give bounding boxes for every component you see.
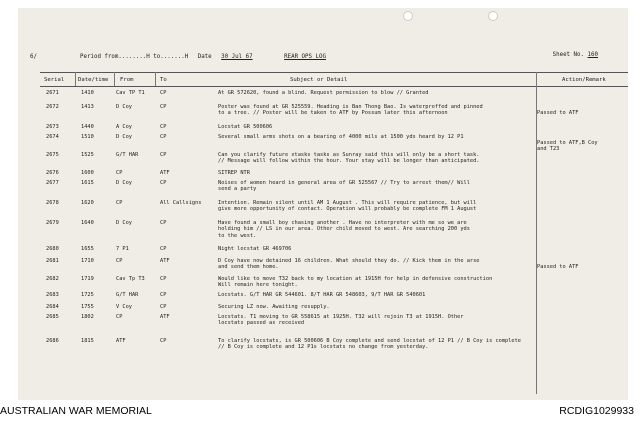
to-cell: ATF [160,314,170,320]
from-cell: A Coy [116,124,132,130]
col-divider [155,72,156,86]
from-cell: G/T HAR [116,292,139,298]
subject-line: Locstats. G/T HAR GR 544601. 8/T HAR GR 548603, 9/T HAR GR 540601 [218,292,426,298]
action-divider [536,72,537,394]
to-cell: CP [160,90,167,96]
serial-cell: 2675 [46,152,59,158]
subject-line: Noises of women heard in general area of GR 525567 // Try to arrest them// Will [218,180,470,186]
action-remark: and T23 [537,146,560,153]
col-from: From [120,77,134,83]
subject-line: Would like to move T32 back to my location at 1915H for help in defensive construction [218,276,493,282]
footer-id: RCDIG1029933 [559,405,634,417]
to-cell: ATF [160,170,170,176]
serial-cell: 2678 [46,200,59,206]
col-serial: Serial [44,77,65,83]
header-rule-bottom [40,86,628,87]
from-cell: CP [116,170,123,176]
dtg-cell: 1600 [81,170,94,176]
to-cell: All Callsigns [160,200,202,206]
col-subject: Subject or Detail [290,77,348,83]
to-cell: CP [160,152,167,158]
dtg-cell: 1655 [81,246,94,252]
subject-line: Intention. Remain silent until AM 1 August . This will require patience, but will [218,200,477,206]
serial-cell: 2686 [46,338,59,344]
sheet-value: 160 [587,52,598,58]
subject-line: Securing LZ now. Awaiting resupply. [218,304,330,310]
subject-line: At GR 572620, found a blind. Request permission to blow // Granted [218,90,429,96]
header-rule-top [40,72,628,73]
footer-source: AUSTRALIAN WAR MEMORIAL [0,405,152,417]
dtg-cell: 1510 [81,134,94,140]
from-cell: Cav Tp T3 [116,276,145,282]
subject-line: D Coy have now detained 16 children. What should they do. // Kick them in the arse [218,258,480,264]
serial-cell: 2679 [46,220,59,226]
from-cell: CP [116,258,123,264]
from-cell: D Coy [116,134,132,140]
subject-line: holding him // LS in our area. Other child moved to west. Are searching 200 yds [218,226,470,233]
period-from: Period from........H to.......H [80,54,189,60]
dtg-cell: 1413 [81,104,94,110]
col-to: To [160,77,167,83]
serial-cell: 2673 [46,124,59,130]
subject-line: Locstats. T1 moving to GR 558615 at 1925H. T32 will rejoin T3 at 1915H. Other [218,314,464,320]
subject-line: Can you clarify future xtasks tasks as Sunray said this will only be a short task. [218,152,480,158]
sheet-label: Sheet No. [552,52,585,58]
from-cell: D Coy [116,180,132,186]
dtg-cell: 1620 [81,200,94,206]
to-cell: CP [160,124,167,130]
log-sheet [18,8,628,400]
from-cell: CP [116,200,123,206]
subject-line: Several small arms shots on a bearing of 4000 mils at 1500 yds heard by 12 P1 [218,134,464,140]
from-cell: V Coy [116,304,132,310]
dtg-cell: 1725 [81,292,94,298]
from-cell: G/T HAR [116,152,139,158]
serial-cell: 2680 [46,246,59,252]
subject-line: give more opportunity of contact. Operation will probably be complete FM 1 August [218,206,477,213]
action-remark: Passed to ATF [537,110,579,116]
action-remark: Passed to ATF,B Coy [537,140,598,146]
date-label: Date [197,54,212,60]
serial-cell: 2674 [46,134,59,140]
serial-cell: 2671 [46,90,59,96]
dtg-cell: 1640 [81,220,94,226]
punch-hole [403,11,413,21]
from-cell: D Coy [116,104,132,110]
log-title: REAR OPS LOG [284,54,326,60]
subject-line: SITREP NTR [218,170,250,176]
subject-line: locstats passed as received [218,320,305,327]
subject-line: To clarify locstats, is GR 500606 B Coy complete and send locstat of 12 P1 // B Coy is complete [218,338,521,344]
subject-line: Night locstat GR 469706 [218,246,292,252]
serial-cell: 2672 [46,104,59,110]
to-cell: CP [160,276,167,282]
to-cell: ATF [160,258,170,264]
subject-line: to the west. [218,232,257,239]
subject-line: // Message will follow within the hour. Your stay will be longer than anticipated. [218,158,480,165]
dtg-cell: 1525 [81,152,94,158]
subject-line: Poster was found at GR 525559. Heading is Ban Thong Bao. Is waterproffed and pinned [218,104,483,110]
serial-cell: 2685 [46,314,59,320]
serial-cell: 2677 [46,180,59,186]
subject-line: send a party [218,186,257,193]
dtg-cell: 1440 [81,124,94,130]
from-cell: CP [116,314,123,320]
col-divider [75,72,76,86]
serial-cell: 2681 [46,258,59,264]
dtg-cell: 1615 [81,180,94,186]
col-divider [114,72,115,86]
to-cell: CP [160,292,167,298]
date-value: 30 Jul 67 [221,54,253,60]
to-cell: CP [160,338,167,344]
dtg-cell: 1410 [81,90,94,96]
col-action: Action/Remark [562,77,606,83]
subject-line: // B Coy is complete and 12 P1s locstats no change from yesterday. [218,344,429,351]
to-cell: CP [160,246,167,252]
dtg-cell: 1802 [81,314,94,320]
to-cell: CP [160,104,167,110]
dtg-cell: 1719 [81,276,94,282]
serial-cell: 2682 [46,276,59,282]
punch-hole [488,11,498,21]
subject-line: Have found a small boy chasing another . Have no interpreter with me so we are [218,220,467,226]
serial-cell: 2683 [46,292,59,298]
from-cell: D Coy [116,220,132,226]
from-cell: 7 P1 [116,246,129,252]
to-cell: CP [160,220,167,226]
log-header [30,54,332,60]
col-dtg: Date/time [78,77,109,83]
serial-cell: 2676 [46,170,59,176]
sheet-number [553,52,598,58]
dtg-cell: 1755 [81,304,94,310]
subject-line: to a tree. // Poster will be taken to ATF by Possum later this afternoon [218,110,448,117]
subject-line: Will remain here tonight. [218,282,298,289]
to-cell: CP [160,180,167,186]
to-cell: CP [160,134,167,140]
action-remark: Passed to ATF [537,264,579,270]
from-cell: Cav TP T1 [116,90,145,96]
dtg-cell: 1710 [81,258,94,264]
dtg-cell: 1815 [81,338,94,344]
serial-cell: 2684 [46,304,59,310]
to-cell: CP [160,304,167,310]
subject-line: Locstat GR 500606 [218,124,273,130]
left-mark: 6/ [30,54,37,60]
from-cell: ATF [116,338,126,344]
subject-line: and send them home. [218,264,279,271]
